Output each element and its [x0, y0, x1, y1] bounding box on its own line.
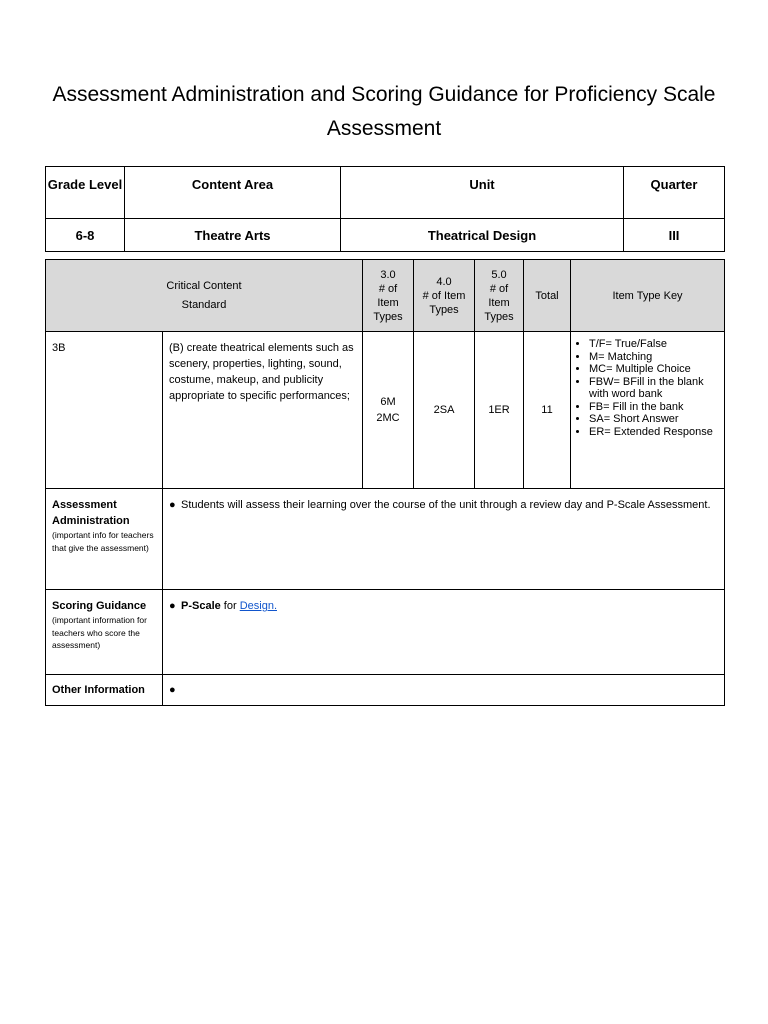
level4-score: 4.0	[436, 275, 452, 288]
assessment-administration-sublabel: (important info for teachers that give the assessment)	[52, 530, 154, 553]
header-table	[45, 166, 725, 252]
level3-label-line2: Item	[377, 296, 399, 309]
assessment-administration-content	[163, 489, 725, 590]
level5-label-line2: Item	[488, 296, 510, 309]
level4-items: 2SA	[414, 332, 475, 489]
scoring-guidance-label: Scoring Guidance	[52, 600, 147, 612]
standard-code: 3B	[46, 332, 163, 489]
bullet-icon: ●	[169, 600, 176, 612]
level5-label-line3: Types	[484, 310, 514, 323]
level4-label-line2: Types	[429, 303, 459, 316]
level5-items: 1ER	[475, 332, 524, 489]
key-item-tf: • T/F= True/False	[589, 338, 720, 351]
critical-standard-line1: Critical Content	[166, 279, 242, 292]
level3-items-line1: 6M	[380, 396, 396, 408]
level5-header	[475, 260, 524, 332]
key-item-m: • M= Matching	[589, 351, 720, 364]
quarter-header: Quarter	[624, 167, 725, 219]
assessment-table	[45, 259, 725, 706]
scoring-guidance-content	[163, 590, 725, 675]
header-row	[46, 167, 725, 219]
standard-row	[46, 332, 725, 489]
key-item-sa: • SA= Short Answer	[589, 413, 720, 426]
key-item-er: • ER= Extended Response	[589, 426, 720, 439]
other-information-content	[163, 675, 725, 706]
item-type-key-list	[571, 332, 725, 489]
item-type-key-bullets	[575, 338, 720, 438]
key-item-fbw: • FBW= BFill in the blank with word bank	[589, 376, 720, 401]
total-items: 11	[524, 332, 571, 489]
level4-header	[414, 260, 475, 332]
design-link[interactable]: Design.	[239, 600, 277, 612]
column-header-row	[46, 260, 725, 332]
critical-standard-line2: Standard	[181, 298, 227, 311]
pscale-label: P-Scale	[181, 600, 221, 612]
key-item-fb: • FB= Fill in the bank	[589, 401, 720, 414]
scoring-guidance-label-cell	[46, 590, 163, 675]
document-title: Assessment Administration and Scoring Guidance for Proficiency Scale Assessment	[52, 83, 716, 140]
grade-level-value: 6-8	[46, 219, 125, 252]
level5-score: 5.0	[491, 268, 507, 281]
item-type-key-header: Item Type Key	[571, 260, 725, 332]
key-item-mc: • MC= Multiple Choice	[589, 363, 720, 376]
total-header: Total	[524, 260, 571, 332]
critical-content-standard-header	[46, 260, 363, 332]
level3-score: 3.0	[380, 268, 396, 281]
assessment-administration-label: Assessment Administration	[52, 499, 130, 527]
assessment-administration-row	[46, 489, 725, 590]
content-area-header: Content Area	[125, 167, 341, 219]
quarter-value: III	[624, 219, 725, 252]
scoring-guidance-sublabel: (important information for teachers who score the assessment)	[52, 615, 147, 650]
scoring-guidance-row	[46, 590, 725, 675]
level3-header	[363, 260, 414, 332]
scoring-guidance-text: for	[220, 600, 240, 612]
unit-value: Theatrical Design	[341, 219, 624, 252]
level3-items	[363, 332, 414, 489]
level3-label-line1: # of	[378, 282, 398, 295]
level3-label-line3: Types	[373, 310, 403, 323]
content-area-value: Theatre Arts	[125, 219, 341, 252]
level5-label-line1: # of	[489, 282, 509, 295]
bullet-icon: ●	[169, 499, 176, 511]
assessment-administration-text: Students will assess their learning over the course of the unit through a review day and P-Scale Assessment.	[181, 499, 711, 511]
other-information-label: Other Information	[52, 684, 145, 696]
standard-description: (B) create theatrical elements such as scenery, properties, lighting, sound, costume, makeup, and publicity appropriate to specific performances;	[163, 332, 363, 489]
grade-level-header: Grade Level	[46, 167, 125, 219]
level3-items-line2: 2MC	[376, 412, 400, 424]
other-information-label-cell	[46, 675, 163, 706]
value-row	[46, 219, 725, 252]
level4-label-line1: # of Item	[422, 289, 466, 302]
other-information-row	[46, 675, 725, 706]
unit-header: Unit	[341, 167, 624, 219]
bullet-icon: ●	[169, 684, 176, 696]
assessment-administration-label-cell	[46, 489, 163, 590]
